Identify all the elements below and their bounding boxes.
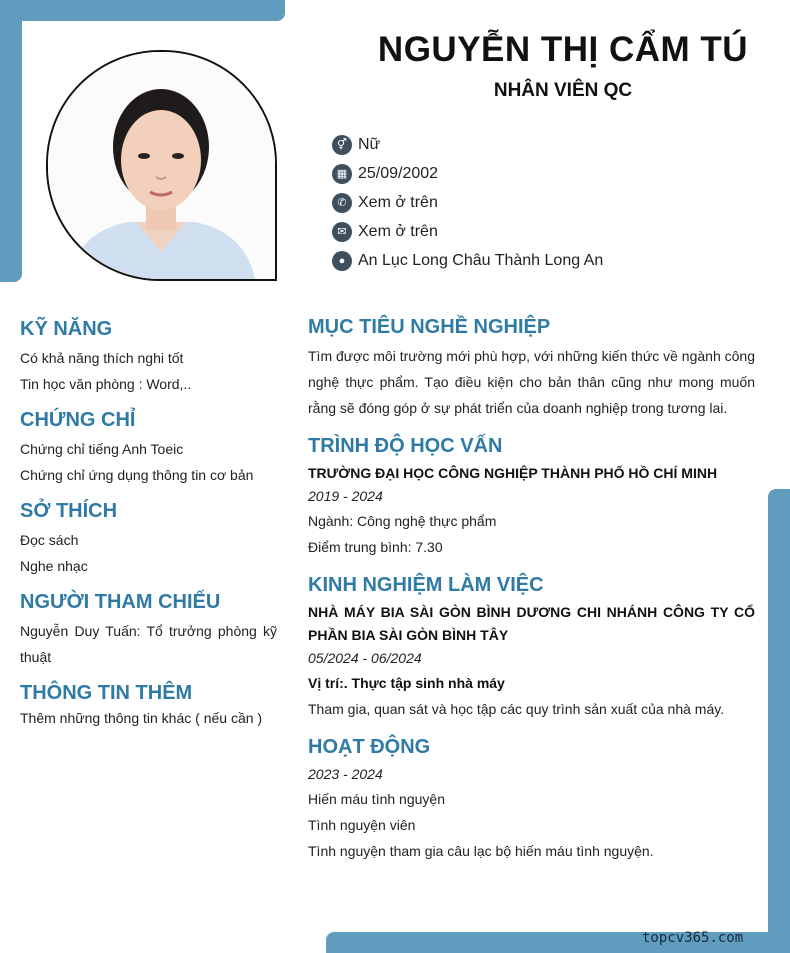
calendar-icon: ▦ bbox=[332, 164, 352, 184]
certificate-item: Chứng chỉ tiếng Anh Toeic bbox=[20, 441, 184, 457]
profile-photo bbox=[46, 50, 277, 281]
skills-heading: KỸ NĂNG bbox=[20, 318, 113, 340]
gender-icon: ⚥ bbox=[332, 135, 352, 155]
watermark: topcv365.com bbox=[642, 930, 744, 946]
education-section bbox=[308, 435, 755, 560]
education-gpa: Điểm trung bình: 7.30 bbox=[308, 539, 443, 555]
contact-email bbox=[332, 217, 603, 246]
hobby-item: Nghe nhạc bbox=[20, 558, 88, 574]
activities-section bbox=[308, 736, 755, 864]
contact-gender-text: Nữ bbox=[358, 135, 381, 153]
email-icon: ✉ bbox=[332, 222, 352, 242]
decor-bar-left bbox=[0, 0, 22, 282]
skill-item: Tin học văn phòng : Word,.. bbox=[20, 376, 192, 392]
experience-section bbox=[308, 574, 755, 722]
candidate-name: NGUYỄN THỊ CẨM TÚ bbox=[377, 30, 749, 69]
objective-section bbox=[308, 316, 755, 421]
activity-item: Tình nguyện tham gia câu lạc bộ hiến máu tình nguyện. bbox=[308, 843, 654, 859]
skill-item: Có khả năng thích nghi tốt bbox=[20, 350, 184, 366]
experience-heading: KINH NGHIỆM LÀM VIỆC bbox=[308, 574, 544, 596]
certificates-heading: CHỨNG CHỈ bbox=[20, 409, 136, 431]
additional-info-text: Thêm những thông tin khác ( nếu cần ) bbox=[20, 710, 263, 726]
contact-phone bbox=[332, 188, 603, 217]
school-name: TRƯỜNG ĐẠI HỌC CÔNG NGHIỆP THÀNH PHỐ HỒ CHÍ MINH bbox=[308, 465, 718, 481]
hobbies-section bbox=[20, 500, 277, 579]
references-heading: NGƯỜI THAM CHIẾU bbox=[20, 591, 221, 613]
contact-address bbox=[332, 246, 603, 275]
objective-heading: MỤC TIÊU NGHỀ NGHIỆP bbox=[308, 316, 551, 338]
education-major: Ngành: Công nghệ thực phẩm bbox=[308, 513, 497, 529]
certificates-section bbox=[20, 409, 277, 488]
hobby-item: Đọc sách bbox=[20, 532, 79, 548]
hobbies-heading: SỞ THÍCH bbox=[20, 500, 118, 522]
activities-heading: HOẠT ĐỘNG bbox=[308, 736, 431, 758]
contact-birthday-text: 25/09/2002 bbox=[358, 164, 439, 182]
skills-section bbox=[20, 318, 277, 397]
contact-list bbox=[332, 130, 603, 275]
education-heading: TRÌNH ĐỘ HỌC VẤN bbox=[308, 435, 503, 457]
company-name: NHÀ MÁY BIA SÀI GÒN BÌNH DƯƠNG CHI NHÁNH CÔNG TY CỔ PHẦN BIA SÀI GÒN BÌNH TÂY bbox=[308, 604, 755, 643]
objective-text: Tìm được môi trường mới phù hợp, với những kiến thức về ngành công nghệ thực phẩm. Tạo điều kiện cho bản thân cũng như mong muốn rằng sẽ đóng góp ở sự phát triển của doanh nghiệp trong tương lai. bbox=[308, 348, 755, 416]
contact-email-text: Xem ở trên bbox=[358, 222, 438, 240]
decor-bar-top bbox=[0, 0, 285, 21]
experience-description: Tham gia, quan sát và học tập các quy trình sản xuất của nhà máy. bbox=[308, 701, 725, 717]
phone-icon: ✆ bbox=[332, 193, 352, 213]
left-column bbox=[20, 318, 277, 743]
contact-birthday bbox=[332, 159, 603, 188]
location-icon: ● bbox=[332, 251, 352, 271]
education-period: 2019 - 2024 bbox=[308, 488, 383, 504]
certificate-item: Chứng chỉ ứng dụng thông tin cơ bản bbox=[20, 467, 254, 483]
activity-item: Hiến máu tình nguyện bbox=[308, 791, 445, 807]
reference-text: Nguyễn Duy Tuấn: Tổ trưởng phòng kỹ thuật bbox=[20, 623, 277, 665]
references-section bbox=[20, 591, 277, 670]
experience-period: 05/2024 - 06/2024 bbox=[308, 650, 422, 666]
contact-gender bbox=[332, 130, 603, 159]
portrait-illustration bbox=[48, 52, 275, 279]
contact-phone-text: Xem ở trên bbox=[358, 193, 438, 211]
contact-address-text: An Lục Long Châu Thành Long An bbox=[358, 251, 604, 269]
job-title: NHÂN VIÊN QC bbox=[493, 80, 633, 101]
additional-info-heading: THÔNG TIN THÊM bbox=[20, 682, 193, 704]
right-column bbox=[308, 316, 755, 878]
activity-item: Tình nguyện viên bbox=[308, 817, 416, 833]
activities-period: 2023 - 2024 bbox=[308, 766, 383, 782]
decor-bar-right bbox=[768, 489, 790, 953]
experience-position: Vị trí:. Thực tập sinh nhà máy bbox=[308, 675, 505, 691]
additional-info-section bbox=[20, 682, 277, 731]
